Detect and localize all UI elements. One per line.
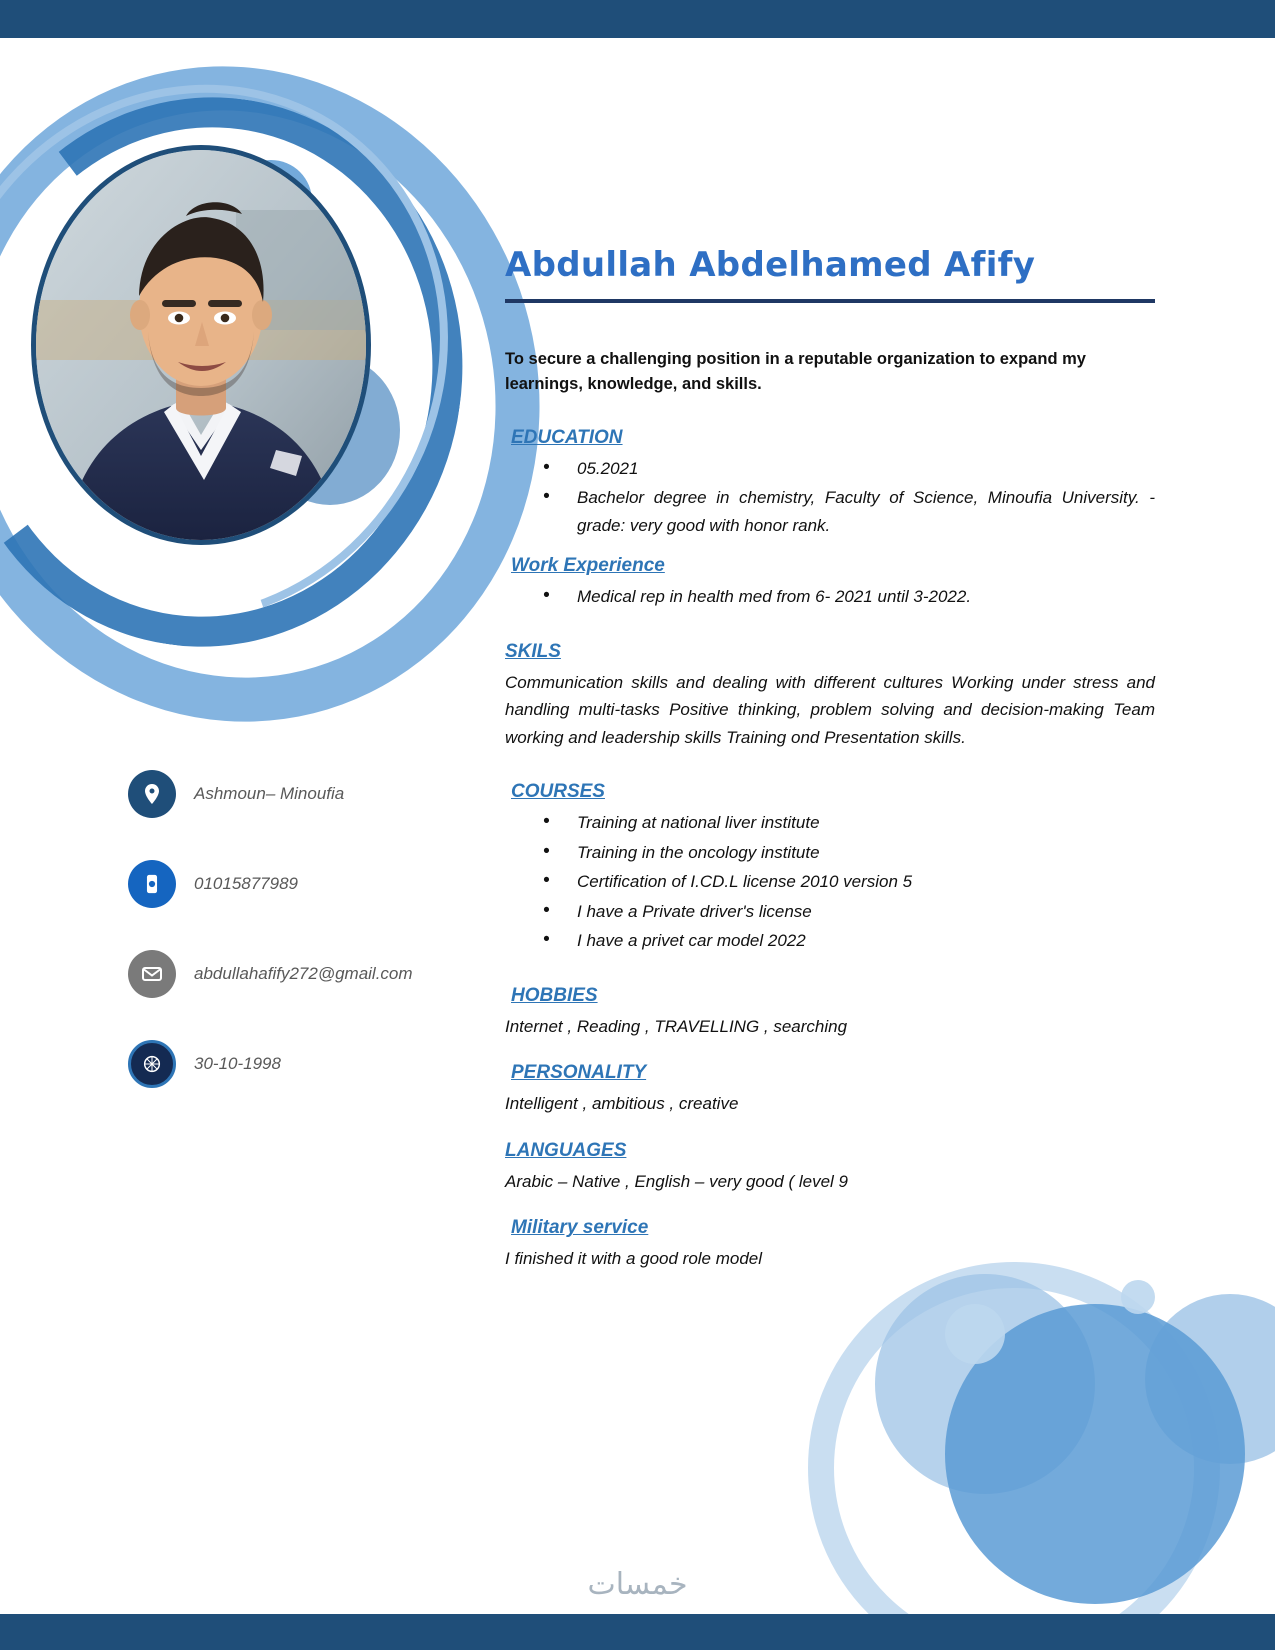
- section-hobbies: [505, 985, 1155, 1041]
- title-underline-rule: [505, 299, 1155, 303]
- section-title-hobbies: HOBBIES: [511, 984, 598, 1006]
- list-item: • I have a Private driver's license: [543, 898, 1155, 926]
- contact-location-value: Ashmoun– Minoufia: [194, 784, 345, 803]
- skills-text: Communication skills and dealing with different cultures Working under stress and handling multi-tasks Positive thinking, problem solving and decision-making Team working and leadership skills Training ond Presentation skills.: [505, 672, 1155, 747]
- contact-item-phone: [128, 860, 468, 908]
- languages-text: Arabic – Native , English – very good ( level 9: [505, 1171, 849, 1191]
- phone-icon: [128, 860, 176, 908]
- section-work-experience: [505, 555, 1155, 611]
- section-title-education: EDUCATION: [511, 426, 623, 448]
- list-item: • Certification of I.CD.L license 2010 version 5: [543, 868, 1155, 896]
- page-title: Abdullah Abdelhamed Afify: [505, 245, 1036, 285]
- contact-birthday-value: 30-10-1998: [194, 1054, 281, 1073]
- top-banner-bar: [0, 0, 1275, 38]
- section-title-personality: PERSONALITY: [511, 1062, 647, 1084]
- contact-list: [128, 770, 468, 1130]
- list-item: • Bachelor degree in chemistry, Faculty of Science, Minoufia University. -grade: very good with honor rank.: [543, 484, 1155, 539]
- personality-text: Intelligent , ambitious , creative: [505, 1094, 739, 1114]
- list-item: • Medical rep in health med from 6- 2021 until 3-2022.: [543, 583, 1155, 611]
- bubble-4: [945, 1304, 1005, 1364]
- hobbies-text: Internet , Reading , TRAVELLING , searching: [505, 1016, 848, 1036]
- section-courses: [505, 781, 1155, 955]
- section-personality: [505, 1062, 1155, 1118]
- resume-main-column: [505, 245, 1155, 1273]
- email-icon: [128, 950, 176, 998]
- section-military-service: [505, 1217, 1155, 1273]
- courses-list: [505, 809, 1155, 955]
- contact-item-birthday: [128, 1040, 468, 1088]
- bubble-5: [1121, 1280, 1155, 1314]
- section-education: [505, 427, 1155, 540]
- education-list: [505, 455, 1155, 540]
- work-experience-list: [505, 583, 1155, 611]
- section-title-languages: LANGUAGES: [505, 1139, 627, 1161]
- contact-email-value: abdullahafify272@gmail.com: [194, 964, 413, 983]
- section-skills: [505, 641, 1155, 752]
- list-item: • 05.2021: [543, 455, 1155, 483]
- section-languages: [505, 1140, 1155, 1196]
- location-pin-icon: [128, 770, 176, 818]
- section-title-work-experience: Work Experience: [511, 555, 665, 577]
- section-title-courses: COURSES: [511, 781, 605, 803]
- contact-item-location: [128, 770, 468, 818]
- contact-phone-value: 01015877989: [194, 874, 299, 893]
- military-service-text: I finished it with a good role model: [505, 1249, 763, 1269]
- list-item: • I have a privet car model 2022: [543, 927, 1155, 955]
- profile-photo: [36, 150, 366, 540]
- bottom-banner-bar: [0, 1614, 1275, 1650]
- objective-statement: To secure a challenging position in a reputable organization to expand my learnings, knowledge, and skills.: [505, 350, 1086, 393]
- section-title-skills: SKILS: [505, 640, 561, 662]
- list-item: • Training at national liver institute: [543, 809, 1155, 837]
- list-item: • Training in the oncology institute: [543, 839, 1155, 867]
- contact-item-email: [128, 950, 468, 998]
- section-title-military-service: Military service: [511, 1217, 649, 1239]
- birthday-icon: [128, 1040, 176, 1088]
- watermark-text: خمسات: [587, 1567, 688, 1602]
